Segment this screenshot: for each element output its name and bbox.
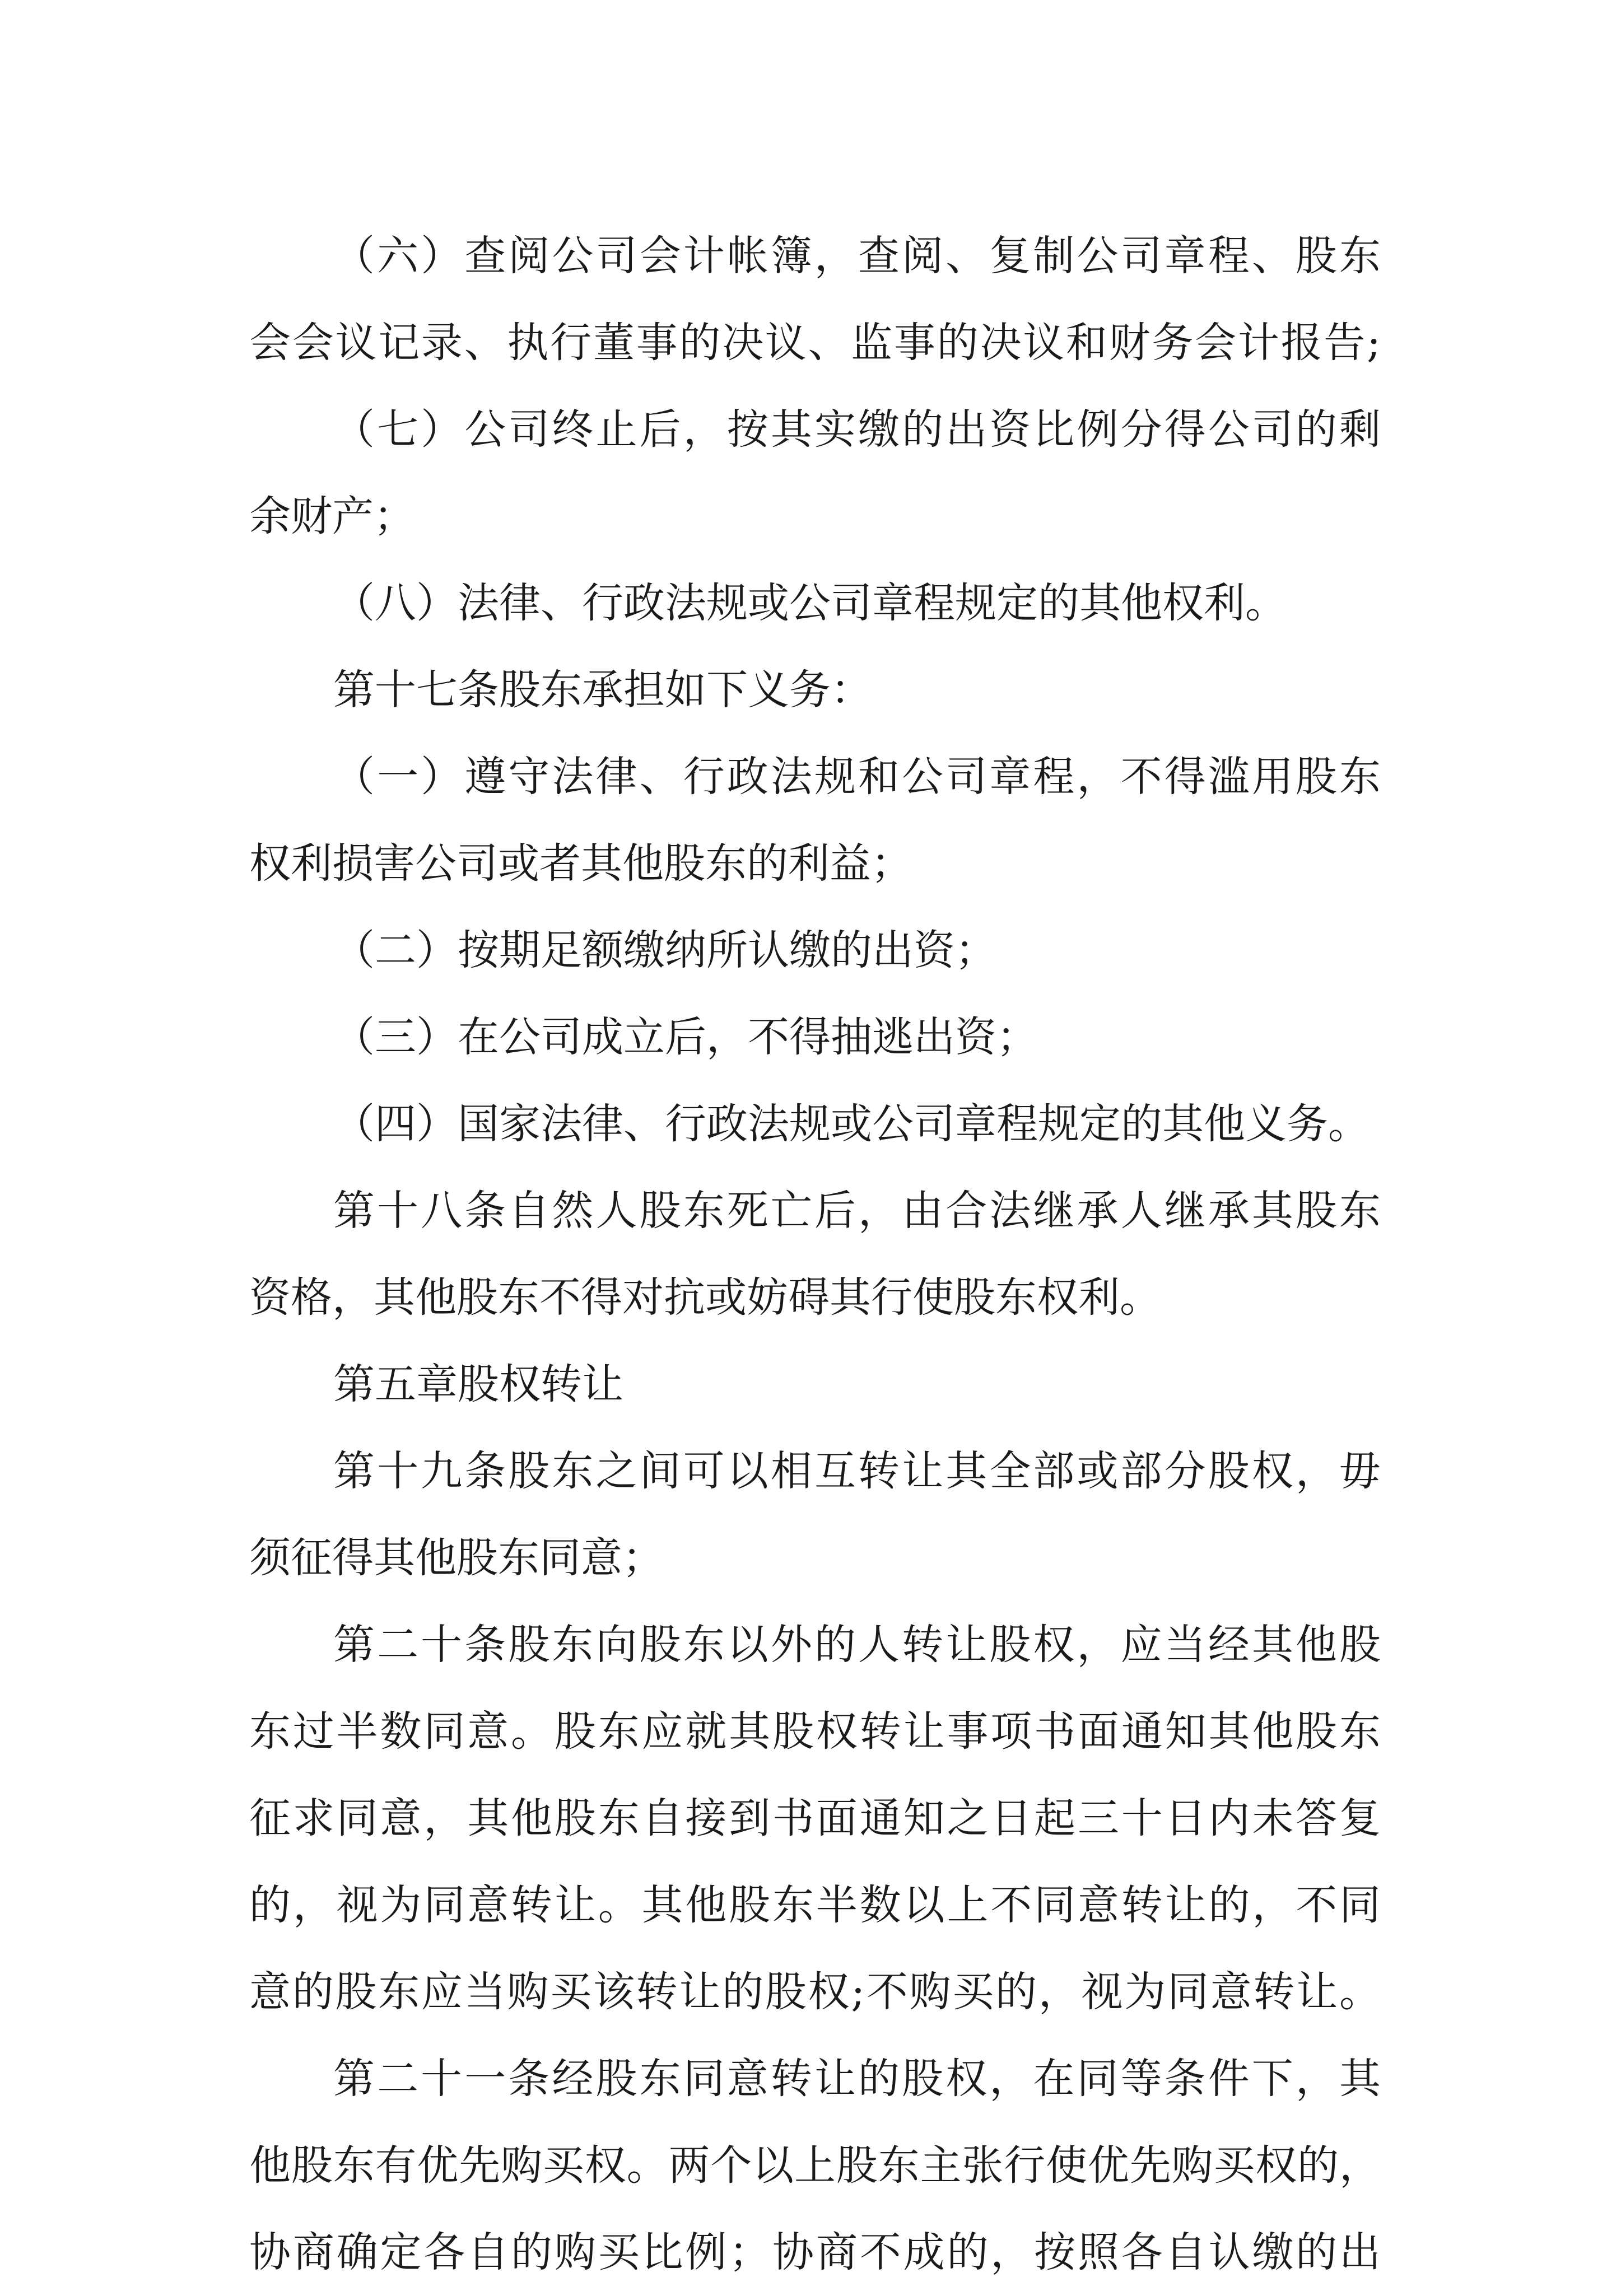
text-line: 会会议记录、执行董事的决议、监事的决议和财务会计报告; [249,319,1381,367]
text-line: （三）在公司成立后，不得抽逃出资； [333,1013,1038,1061]
text-line: （一）遵守法律、行政法规和公司章程，不得滥用股东 [333,753,1381,801]
text-line: （四）国家法律、行政法规或公司章程规定的其他义务。 [333,1100,1370,1148]
text-line: 东过半数同意。股东应就其股权转让事项书面通知其他股东 [249,1707,1381,1756]
text-line: 他股东有优先购买权。两个以上股东主张行使优先购买权的， [249,2141,1381,2190]
text-line: 须征得其他股东同意； [249,1534,664,1582]
text-line: 意的股东应当购买该转让的股权;不购买的，视为同意转让。 [249,1968,1381,2016]
article-heading: 第十七条股东承担如下义务： [333,666,872,714]
text-line: 资格，其他股东不得对抗或妨碍其行使股东权利。 [249,1273,1161,1322]
text-line: （二）按期足额缴纳所认缴的出资； [333,926,996,974]
document-body [249,213,1381,2296]
text-line: 第十八条自然人股东死亡后，由合法继承人继承其股东 [333,1187,1381,1235]
chapter-heading: 第五章股权转让 [333,1360,623,1408]
text-line: 余财产； [249,492,415,540]
text-line: 第二十一条经股东同意转让的股权，在同等条件下，其 [333,2055,1381,2103]
text-line: （七）公司终止后，按其实缴的出资比例分得公司的剩 [333,405,1381,454]
text-line: 第十九条股东之间可以相互转让其全部或部分股权，毋 [333,1447,1381,1495]
text-line: 的，视为同意转让。其他股东半数以上不同意转让的，不同 [249,1881,1381,1929]
text-line: （八）法律、行政法规或公司章程规定的其他权利。 [333,579,1287,627]
text-line: （六）查阅公司会计帐簿，查阅、复制公司章程、股东 [333,232,1381,280]
text-line: 权利损害公司或者其他股东的利益； [249,839,912,888]
text-line: 第二十条股东向股东以外的人转让股权，应当经其他股 [333,1621,1381,1669]
text-line: 征求同意，其他股东自接到书面通知之日起三十日内未答复 [249,1794,1381,1842]
text-line: 协商确定各自的购买比例；协商不成的，按照各自认缴的出 [249,2228,1381,2276]
